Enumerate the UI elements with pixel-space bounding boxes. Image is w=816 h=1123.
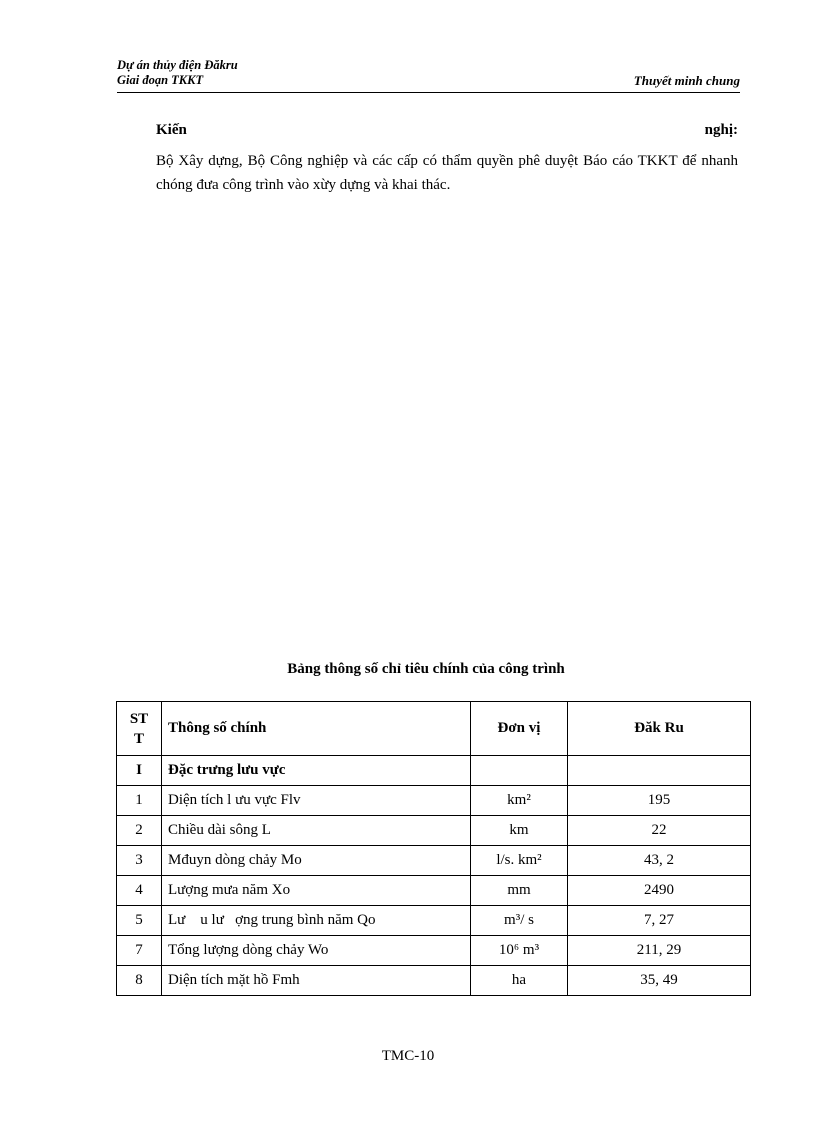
heading-left: Kiến	[156, 122, 187, 138]
row-name: Diện tích l ưu vực Flv	[162, 786, 471, 816]
row-value: 35, 49	[568, 966, 751, 996]
row-unit: m³/ s	[471, 906, 568, 936]
row-name: Diện tích mặt hồ Fmh	[162, 966, 471, 996]
header-line-2	[117, 73, 740, 88]
table-title: Bảng thông số chỉ tiêu chính của công trình	[287, 661, 565, 677]
row-value: 7, 27	[568, 906, 751, 936]
row-value: 43, 2	[568, 846, 751, 876]
row-unit: km²	[471, 786, 568, 816]
row-name: Tổng lượng dòng chảy Wo	[162, 936, 471, 966]
row-name: Lư u lư ợng trung bình năm Qo	[162, 906, 471, 936]
table-header-row	[117, 702, 751, 756]
header-unit: Đơn vị	[471, 702, 568, 756]
row-name: Chiều dài sông L	[162, 816, 471, 846]
row-stt: 7	[117, 936, 162, 966]
table-row	[117, 876, 751, 906]
table-section-row	[117, 756, 751, 786]
row-stt: 8	[117, 966, 162, 996]
header-name: Thông số chính	[162, 702, 471, 756]
row-unit: mm	[471, 876, 568, 906]
header-phase: Giai đoạn TKKT	[117, 73, 204, 87]
row-stt: 2	[117, 816, 162, 846]
spec-table	[116, 701, 751, 996]
page-header	[117, 58, 740, 93]
header-doc-type: Thuyết minh chung	[633, 73, 740, 88]
row-unit: km	[471, 816, 568, 846]
row-value: 2490	[568, 876, 751, 906]
section-heading	[156, 122, 738, 139]
table-row	[117, 816, 751, 846]
header-value: Đăk Ru	[568, 702, 751, 756]
section-value	[568, 756, 751, 786]
table-row	[117, 906, 751, 936]
row-stt: 4	[117, 876, 162, 906]
row-unit: 10⁶ m³	[471, 936, 568, 966]
section-name: Đặc trưng lưu vực	[162, 756, 471, 786]
row-stt: 5	[117, 906, 162, 936]
table-row	[117, 786, 751, 816]
table-row	[117, 846, 751, 876]
header-stt: ST T	[117, 702, 162, 756]
table-row	[117, 936, 751, 966]
header-project: Dự án thủy điện Đăkru	[117, 58, 238, 72]
row-unit: ha	[471, 966, 568, 996]
row-value: 211, 29	[568, 936, 751, 966]
table-row	[117, 966, 751, 996]
recommendation-paragraph: Bộ Xây dựng, Bộ Công nghiệp và các cấp có thẩm quyền phê duyệt Báo cáo TKKT để nhanh chóng đưa công trình vào xừy dựng và khai thác.	[156, 153, 738, 193]
section-unit	[471, 756, 568, 786]
row-stt: 3	[117, 846, 162, 876]
row-unit: l/s. km²	[471, 846, 568, 876]
row-stt: 1	[117, 786, 162, 816]
heading-right: nghị:	[704, 122, 738, 138]
page-number: TMC-10	[381, 1048, 435, 1064]
row-name: Lượng mưa năm Xo	[162, 876, 471, 906]
row-value: 22	[568, 816, 751, 846]
row-name: Mđuyn dòng chảy Mo	[162, 846, 471, 876]
section-stt: I	[117, 756, 162, 786]
row-value: 195	[568, 786, 751, 816]
